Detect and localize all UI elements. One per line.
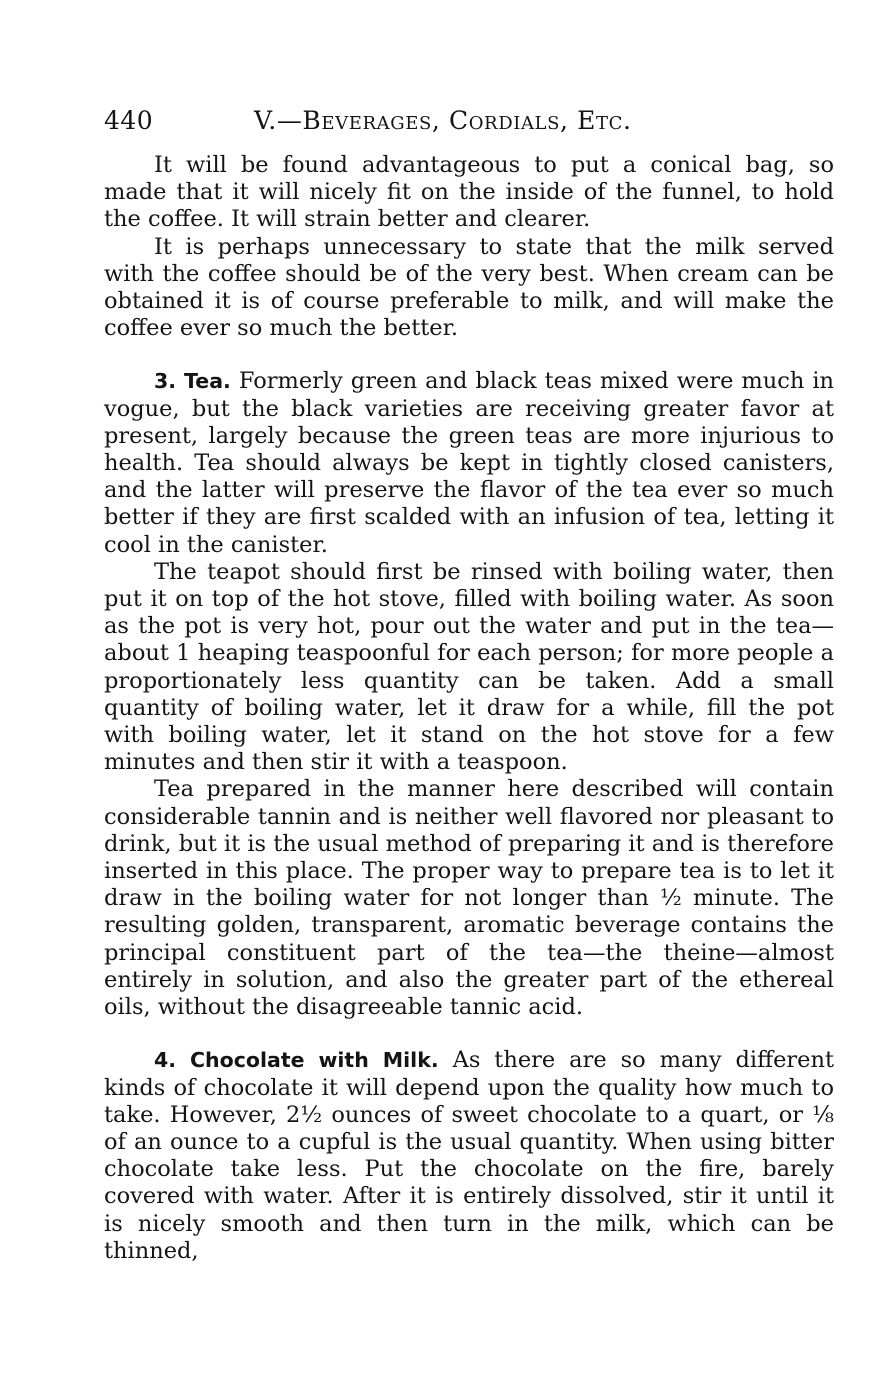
- paragraph-tea-manner: Tea prepared in the manner here described will contain considerable tannin and is neither well flavored nor pleasant to drink, but it is the usual method of preparing it and is therefore inserted in this place. The proper way to prepare tea is to let it draw in the boiling water for not longer than ½ minute. The resulting golden, transparent, aromatic beverage contains the principal constituent part of the tea—the theine—almost entirely in solution, and also the greater part of the ethereal oils, without the disagreeable tannic acid.: [104, 776, 834, 1021]
- chocolate-heading: Chocolate with Milk.: [190, 1048, 439, 1073]
- body-text: [104, 152, 834, 1265]
- running-head: V.—Beverages, Cordials, Etc.: [254, 106, 632, 135]
- tea-intro-text: Formerly green and black teas mixed were much in vogue, but the black varieties are receiving greater favor at present, largely because the green teas are more injurious to health. Tea should always be kept in tightly closed canisters, and the latter will preserve the flavor of the tea ever so much better if they are first scalded with an infusion of tea, letting it cool in the canister.: [104, 368, 835, 558]
- chocolate-intro-text: As there are so many different kinds of chocolate it will depend upon the quality how much to take. However, 2½ ounces of sweet chocolate to a quart, or ⅛ of an ounce to a cupful is the usual quantity. When using bitter chocolate take less. Put the chocolate on the fire, barely covered with water. After it is entirely dissolved, stir it until it is nicely smooth and then turn in the milk, which can be thinned,: [104, 1047, 835, 1264]
- chocolate-number: 4.: [154, 1048, 177, 1073]
- paragraph-coffee-bag: It will be found advantageous to put a conical bag, so made that it will nicely fit on the inside of the funnel, to hold the coffee. It will strain better and clearer.: [104, 152, 834, 233]
- tea-heading: Tea.: [184, 369, 231, 394]
- paragraph-teapot: The teapot should first be rinsed with boiling water, then put it on top of the hot stove, filled with boiling water. As soon as the pot is very hot, pour out the water and put in the tea—about 1 heaping teaspoonful for each person; for more people a proportionately less quantity can be taken. Add a small quantity of boiling water, let it draw for a while, fill the pot with boiling water, let it stand on the hot stove for a few minutes and then stir it with a teaspoon.: [104, 558, 834, 776]
- section-tea: [104, 368, 834, 558]
- section-chocolate: [104, 1047, 834, 1265]
- page-header: [104, 104, 804, 138]
- tea-number: 3.: [154, 369, 177, 394]
- paragraph-coffee-milk: It is perhaps unnecessary to state that the milk served with the coffee should be of the very best. When cream can be obtained it is of course preferable to milk, and will make the coffee ever so much the better.: [104, 233, 834, 342]
- page-number: 440: [104, 106, 154, 135]
